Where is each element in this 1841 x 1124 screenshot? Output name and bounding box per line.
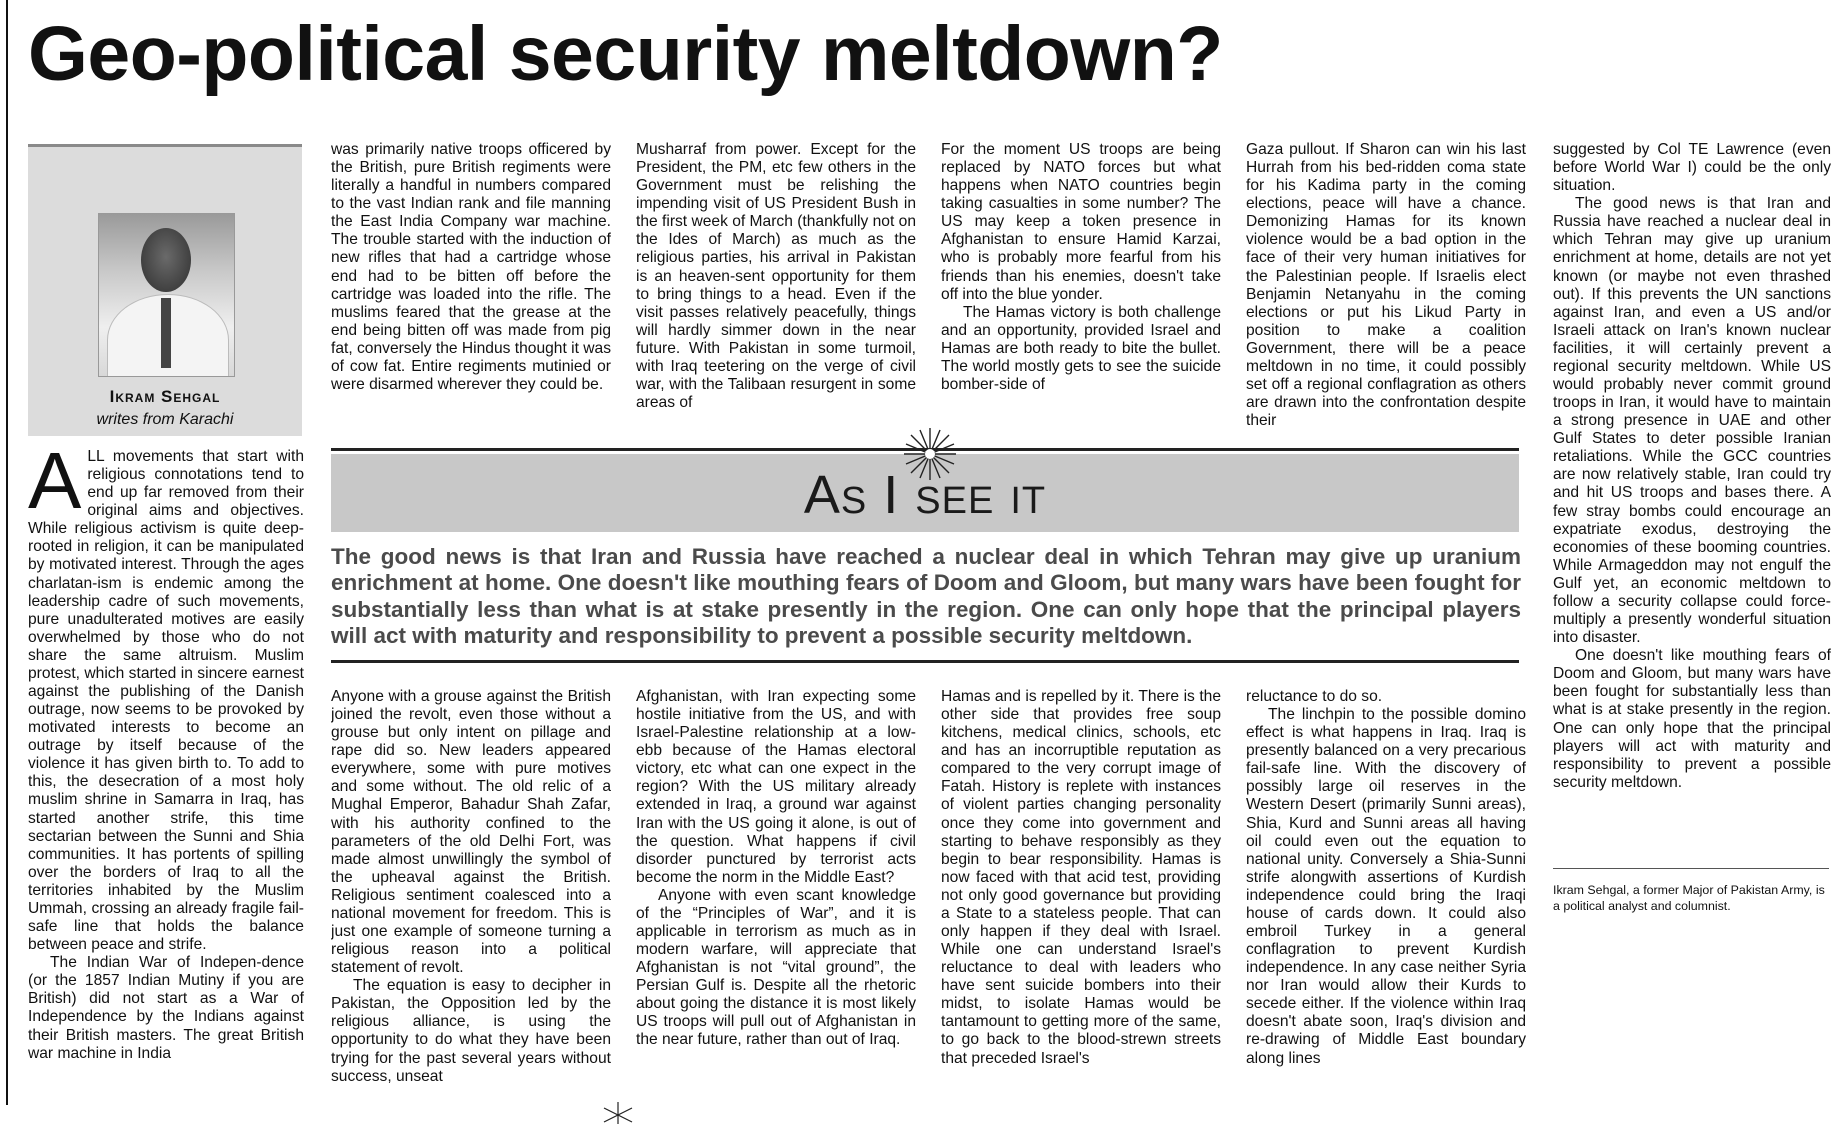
col1-paragraph-2: The Indian War of Indepen-dence (or the 1857 Indian Mutiny if you are British) did not start as a War of Independence by the Indians against their British masters. The great British war machine in India: [28, 954, 304, 1062]
col4-bottom-text: Hamas and is repelled by it. There is the other side that provides free soup kitchens, medical clinics, schools, etc and has an incorruptible reputation as compared to the very corrupt image of Fatah. History is replete with instances of violent parties changing personality once they come into government and starting to behave responsibly as they begin to bear responsibility. Hamas is now faced with that acid test, providing not only good governance but providing a State to a stateless people. That can only happen if they deal with Israel. While one can understand Israel's reluctance to deal with leaders who have sent suicide bombers into their midst, to isolate Hamas would be tantamount to getting more of the same, to go back to the blood-strewn streets that preceded Israel's: [941, 688, 1221, 1067]
column-6: [1553, 141, 1831, 863]
column-2-top: [331, 141, 611, 436]
column-2-bottom: [331, 688, 611, 1110]
col6-paragraph-2: The good news is that Iran and Russia have reached a nuclear deal in which Tehran may give up uranium enrichment at home, details are not yet known (or maybe not even thrashed out). If this prevents the UN sanctions against Iran, and even a US and/or Israeli attack on Iran's known nuclear facilities, it will certainly prevent a regional security meltdown. While US would probably never commit ground troops in Iran, it would have to maintain a strong presence in UAE and other Gulf States to deter possible Iranian retaliations. While the GCC countries are now relatively stable, Iran could try and hit US troops and bases there. A few stray bombs could encourage an expatriate exodus, destroying the economies of these booming countries. While Armageddon may not engulf the Gulf yet, an economic meltdown to follow a security collapse could force-multiply a presently wonderful situation into disaster.: [1553, 195, 1831, 647]
column-5-bottom: [1246, 688, 1526, 1118]
kicker-text: As I see it: [803, 465, 1047, 525]
column-5-top: [1246, 141, 1526, 436]
col4-top-paragraph-1: For the moment US troops are being replaced by NATO forces but what happens when NATO countries begin taking casualties in some number? The US may keep a token presence in Afghanistan to ensure Hamid Karzai, who is probably more fearful from his friends than his enemies, doesn't take off into the blue yonder.: [941, 141, 1221, 303]
col2-bottom-paragraph-1: Anyone with a grouse against the British joined the revolt, even those without a grouse but only intent on pillage and rape did so. New leaders appeared everywhere, some with pure motives and some without. The old relic of a Mughal Emperor, Bahadur Shah Zafar, with his authority confined to the parameters of the old Delhi Fort, was made almost unwillingly the symbol of the upheaval against the British. Religious sentiment coalesced into a national movement for freedom. This is just one example of someone turning a religious reason into a political statement of revolt.: [331, 688, 611, 977]
col2-bottom-paragraph-2: The equation is easy to decipher in Pakistan, the Opposition led by the religious alliance, is using the opportunity to do what they have been trying for the past several years without success, unseat: [331, 977, 611, 1085]
column-3-bottom: [636, 688, 916, 1110]
col6-paragraph-3: One doesn't like mouthing fears of Doom and Gloom, but many wars have been fought for substantially less than what is at stake presently in the region. One can only hope that the principal players will act with maturity and responsibility to prevent a possible security meltdown.: [1553, 647, 1831, 791]
starburst-small-icon: [600, 1100, 636, 1124]
column-1: [28, 448, 304, 1110]
bio-rule: [1553, 868, 1829, 869]
starburst-icon: [902, 426, 958, 482]
col2-top-text: was primarily native troops officered by the British, pure British regiments were literally a handful in numbers compared to the vast Indian rank and file manning the East India Company war machine. The trouble started with the induction of new rifles that had a cartridge whose end had to be bitten off before the cartridge was loaded into the rifle. The muslims feared that the grease at the end being bitten off was made from pig fat, conversely the Hindus thought it was of cow fat. Entire regiments mutinied or were disarmed wherever they could be.: [331, 141, 611, 394]
author-bio: Ikram Sehgal, a former Major of Pakistan Army, is a political analyst and columnist.: [1553, 883, 1825, 914]
column-4-top: [941, 141, 1221, 436]
col6-paragraph-1: suggested by Col TE Lawrence (even before World War I) could be the only situation.: [1553, 141, 1831, 195]
author-photo: [98, 213, 235, 377]
byline-box: [28, 144, 302, 436]
headline: Geo-political security meltdown?: [28, 11, 1223, 97]
left-border-rule: [6, 0, 8, 1105]
drop-cap: A: [28, 448, 82, 525]
col3-bottom-paragraph-2: Anyone with even scant knowledge of the “Principles of War”, and it is applicable in terrorism as much as in modern warfare, will appreciate that Afghanistan is not “vital ground”, the Persian Gulf is. Despite all the rhetoric about going the distance it is most likely US troops will pull out of Afghanistan in the near future, rather than out of Iraq.: [636, 886, 916, 1049]
column-3-top: [636, 141, 916, 436]
col4-top-paragraph-2: The Hamas victory is both challenge and an opportunity, provided Israel and Hamas are both ready to bite the bullet. The world mostly gets to see the suicide bomber-side of: [941, 303, 1221, 394]
col3-top-text: Musharraf from power. Except for the President, the PM, etc few others in the Government must be relishing the impending visit of US President Bush in the first week of March (thankfully not on the Ides of March) as much as the religious parties, his arrival in Pakistan is an heaven-sent opportunity for them to bring things to a head. Even if the visit passes relatively peacefully, things will hardly simmer down in the near future. With Pakistan in some turmoil, with Iraq teetering on the verge of civil war, with the Talibaan resurgent in some areas of: [636, 141, 916, 412]
banner-bottom-rule: [331, 660, 1519, 663]
col5-bottom-paragraph-1: reluctance to do so.: [1246, 688, 1383, 705]
pull-quote: The good news is that Iran and Russia have reached a nuclear deal in which Tehran may give up uranium enrichment at home. One doesn't like mouthing fears of Doom and Gloom, but many wars have been fought for substantially less than what is at stake presently in the region. One can only hope that the principal players will act with maturity and responsibility to prevent a possible security meltdown.: [331, 544, 1521, 648]
col3-bottom-paragraph-1: Afghanistan, with Iran expecting some hostile initiative from the US, and with Israel-Palestine relationship at a low-ebb because of the Hamas electoral victory, etc what can one expect in the region? With the US military already extended in Iraq, a ground war against Iran with the US going it alone, is out of the question. What happens if civil disorder punctured by terrorist acts become the norm in the Middle East?: [636, 688, 916, 886]
col5-top-text: Gaza pullout. If Sharon can win his last Hurrah from his bed-ridden coma state for his Kadima party in the coming elections, peace will have a chance. Demonizing Hamas for its known violence would be a bad option in the face of their very human initiatives for the Palestinian people. If Israelis elect Benjamin Netanyahu in the coming elections or put his Likud Party in position to make a coalition Government, there will be a peace meltdown in no time, it could possibly set off a regional conflagration as others are drawn into the confrontation despite their: [1246, 141, 1526, 430]
column-4-bottom: [941, 688, 1221, 1110]
author-location: writes from Karachi: [96, 411, 234, 428]
col1-paragraph-1: LL movements that start with religious connotations tend to end up far removed from their original aims and objectives. While religious activism is quite deep-rooted in religion, it can be manipulated by motivated interest. Through the ages charlatan-ism is endemic among the leadership cadre of such movements, pure unadulterated motives are easily overwhelmed by those who do not share the same altruism. Muslim protest, which started in sincere earnest against the publishing of the Danish outrage, now seems to be provoked by motivated interests to become an outrage by itself because of the violence it has given birth to. To add to this, the desecration of a most holy muslim shrine in Samarra in Iraq, has started another strife, this time sectarian between the Sunni and Shia communities. It has portents of spilling over the borders of Iraq to all the territories inhabited by the Muslim Ummah, crossing an already fragile fail-safe line that holds the balance between peace and strife.: [28, 448, 304, 954]
col5-bottom-paragraph-2: The linchpin to the possible domino effect is what happens in Iraq. Iraq is presently balanced on a very precarious fail-safe line. With the discovery of possibly large oil reserves in the Western Desert (primarily Sunni areas), Shia, Kurd and Sunni areas all having oil could even out the equation to national unity. Conversely a Shia-Sunni strife alongwith assertions of Kurdish independence could bring the Iraqi house of cards down. It could also embroil Turkey in a general conflagration to prevent Kurdish independence. In any case neither Syria nor Iran would allow their Kurds to secede either. If the violence within Iraq doesn't abate soon, Iraq's division and re-drawing of Middle East boundary along lines: [1246, 706, 1526, 1067]
author-name: Ikram Sehgal: [109, 387, 221, 406]
